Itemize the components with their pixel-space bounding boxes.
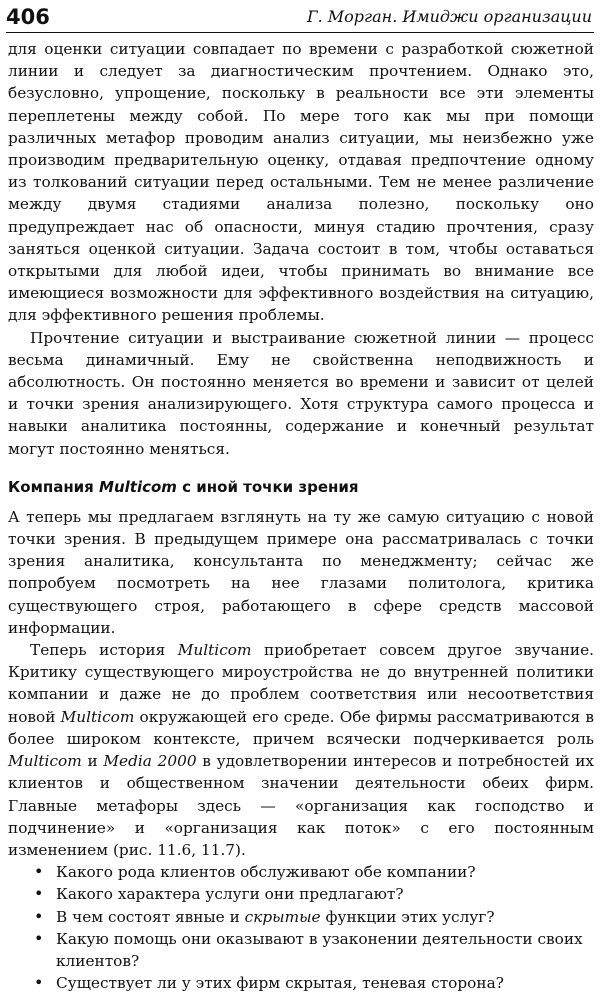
list-item (8, 906, 594, 928)
question-list (8, 861, 594, 994)
italic-name: Multicom (8, 752, 82, 771)
italic-name: Multicom (177, 641, 252, 660)
body-paragraph-2: Прочтение ситуации и выстраивание сюжетной линии — процесс весьма динамичный. Ему не свойственна неподвижность и абсолютность. Он постоянно меняется во времени и зависит от целей и точки зрения анализирующего. Хотя структура самого процесса и навыки аналитика постоянны, содержание и конечный результат могут постоянно меняться. (8, 328, 594, 458)
list-item: • Какого рода клиентов обслуживают обе компании? (8, 861, 594, 883)
italic-name: Multicom (60, 707, 135, 726)
running-head: Г. Морган. Имиджи организации (307, 7, 592, 26)
body-paragraph-4 (8, 639, 594, 861)
text-run: приобретает совсем другое звучание. Критику существующего мироустройства не до внутренней политики компании и даже не до проблем соответствия или несоответствия новой (8, 641, 595, 726)
section-heading-company: Multicom (99, 477, 177, 496)
section-heading-part: с иной точки зрения (176, 477, 359, 496)
body-paragraph-1: для оценки ситуации совпадает по времени с разработкой сюжетной линии и следует за диагностическим прочтением. Однако это, безусловно, упрощение, поскольку в реальности все эти элементы переплетены между собой. По мере того как мы при помощи различных метафор проводим анализ ситуации, мы неизбежно уже производим предварительную оценку, отдавая предпочтение одному из толкований ситуации перед остальными. Тем не менее различение между двумя стадиями анализа полезно, поскольку оно предупреждает нас об опасности, минуя стадию прочтения, сразу заняться оценкой ситуации. Задача состоит в том, чтобы оставаться открытыми для любой идеи, чтобы принимать во внимание все имеющиеся возможности для эффективного воздействия на ситуацию, для эффективного решения проблемы. (8, 40, 594, 325)
list-item: • Какую помощь они оказывают в узаконении деятельности своих клиентов? (8, 928, 594, 972)
italic-word: скрытые (244, 907, 321, 926)
text-run: в удовлетворении интересов и потребностей их клиентов и общественном значении деятельности обеих фирм. Главные метафоры здесь — «организация как господство и подчинение» и «организация как поток» с его постоянным изменением (рис. 11.6, 11.7). (8, 752, 595, 859)
text-run: окружающей его среде. Обе фирмы рассматриваются в более широком контексте, причем всячески подчеркивается роль (8, 707, 594, 748)
list-item: • Какого характера услуги они предлагают? (8, 883, 594, 905)
page-header (6, 4, 594, 33)
section-heading (8, 476, 594, 498)
page-body (8, 38, 594, 994)
page-number: 406 (6, 5, 50, 29)
text-run: функции этих услуг? (320, 907, 495, 926)
italic-name: Media 2000 (103, 752, 197, 771)
section-heading-part: Компания (8, 477, 100, 496)
text-run: и (81, 752, 104, 771)
list-item: • Существует ли у этих фирм скрытая, теневая сторона? (8, 972, 594, 994)
body-paragraph-3: А теперь мы предлагаем взглянуть на ту же самую ситуацию с новой точки зрения. В предыдущем примере она рассматривалась с точки зрения аналитика, консультанта по менеджменту; сейчас же попробуем посмотреть на нее глазами политолога, критика существующего строя, работающего в сфере средств массовой информации. (8, 507, 594, 637)
text-run: Теперь история (30, 641, 178, 660)
text-run: В чем состоят явные и (56, 907, 245, 926)
